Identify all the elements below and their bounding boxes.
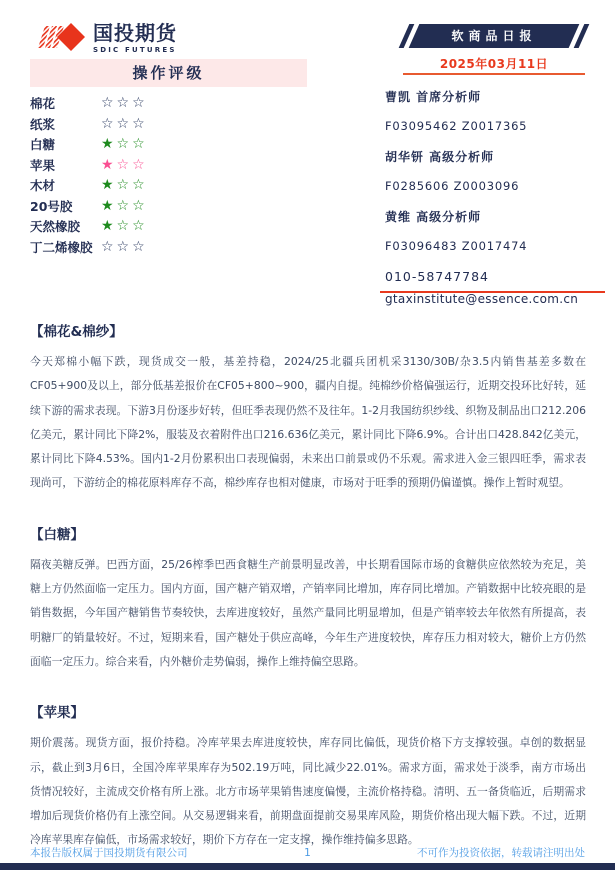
company-logo <box>30 20 177 56</box>
logo-diamond-icon <box>30 20 86 56</box>
rating-label: 棉花 <box>30 96 56 112</box>
ratings-title: 操作评级 <box>132 64 205 82</box>
rating-stars: ☆☆☆ <box>101 95 148 112</box>
section-title-apple: 【苹果】 <box>30 705 84 722</box>
contact-email[interactable]: gtaxinstitute@essence.com.cn <box>385 292 579 306</box>
rating-label: 纸浆 <box>30 116 56 132</box>
rating-row-timber <box>30 175 320 196</box>
analyst-panel <box>385 88 600 306</box>
section-text-cotton: 今天郑棉小幅下跌，现货成交一般，基差持稳，2024/25北疆兵团机采3130/30B/杂3.5内销售基差多数在CF05+900及以上，部分低基差报价在CF05+800~900，疆内自提。纯棉纱价格偏强运行，近期交投环比好转，延续下游的需求表现。下游3月份逐步好转，但旺季表现仍然不及往年。1-2月我国纺织纱线、织物及制品出口212.206亿美元，累计同比下降2%，服装及衣着附件出口216.636亿美元，累计同比下降6.9%。合计出口428.842亿美元，累计同比下降4.53%。国内1-2月份累积出口表现偏弱，未来出口前景或仍不乐观。需求进入金三银四旺季，需求表现尚可，下游纺企的棉花原料库存不高，棉纱库存也相对健康，市场对于旺季的预期仍偏谨慎。操作上暂时观望。 <box>30 355 586 490</box>
report-title: 软商品日报 <box>451 29 537 43</box>
rating-label: 丁二烯橡胶 <box>30 239 93 255</box>
analyst-name: 曹凯 首席分析师 <box>385 90 482 104</box>
logo-title: 国投期货 <box>93 20 177 45</box>
logo-subtitle: SDIC FUTURES <box>93 45 177 54</box>
rating-row-pulp <box>30 114 320 135</box>
report-date: 2025年03月11日 <box>439 57 549 71</box>
report-body <box>30 306 586 870</box>
section-title-cotton: 【棉花&棉纱】 <box>30 324 123 340</box>
analyst-panel-underline <box>380 291 605 293</box>
analyst-ids: F03095462 Z0017365 <box>385 119 528 133</box>
analyst-name: 胡华钘 高级分析师 <box>385 150 495 164</box>
rating-label: 白糖 <box>30 137 56 153</box>
analyst-name: 黄维 高级分析师 <box>385 210 482 224</box>
ratings-list <box>30 93 320 257</box>
ratings-header <box>30 59 307 87</box>
date-underline <box>403 73 585 75</box>
logo-text <box>93 20 177 54</box>
section-text-apple: 期价震荡。现货方面，报价持稳。冷库苹果去库进度较快，库存同比偏低，现货价格下方支撑较强。卓创的数据显示，截止到3月6日，全国冷库苹果库存为502.19万吨，同比减少22.01%。需求方面，需求处于淡季，南方市场出货情况较好，主流成交价格有所上涨。北方市场苹果销售速度偏慢，主流价格持稳。清明、五一备货临近，后期需求增加后现货价格仍有上涨空间。从交易逻辑来看，前期盘面提前交易果库风险，期货价格出现大幅下跌。不过，近期冷库苹果库存偏低，市场需求较好，期价下方存在一定支撑，操作维持偏多思路。 <box>30 736 586 847</box>
rating-row-sugar <box>30 134 320 155</box>
rating-stars: ★☆☆ <box>101 156 148 173</box>
report-title-banner <box>403 24 585 48</box>
rating-label: 20号胶 <box>30 198 73 214</box>
rating-stars: ☆☆☆ <box>101 115 148 132</box>
rating-label: 木材 <box>30 178 56 194</box>
rating-row-apple <box>30 155 320 176</box>
rating-row-natural-rubber <box>30 216 320 237</box>
rating-stars: ★☆☆ <box>101 177 148 194</box>
rating-label: 天然橡胶 <box>30 219 81 235</box>
section-text-sugar: 隔夜美糖反弹。巴西方面，25/26榨季巴西食糖生产前景明显改善，中长期看国际市场的食糖供应依然较为充足，美糖上方仍然面临一定压力。国内方面，国产糖产销双增，产销率同比增加，库存同比增加。产销数据中比较亮眼的是销售数据，今年国产糖销售节奏较快，去库进度较好，虽然产量同比明显增加，但是产销率较去年依然有所提高，表明糖厂的销量较好。不过，短期来看，国产糖处于供应高峰，今年生产进度较快，库存压力相对较大，糖价上方仍然面临一定压力。综合来看，内外糖价走势偏弱，操作上维持偏空思路。 <box>30 557 586 668</box>
footer-disclaimer: 不可作为投资依据，转载请注明出处 <box>417 847 585 859</box>
rating-stars: ★☆☆ <box>101 218 148 235</box>
rating-row-rubber20 <box>30 196 320 217</box>
analyst-ids: F03096483 Z0017474 <box>385 239 528 253</box>
contact-phone: 010-58747784 <box>385 269 489 284</box>
analyst-ids: F0285606 Z0003096 <box>385 179 520 193</box>
page-footer <box>30 845 585 860</box>
rating-stars: ☆☆☆ <box>101 238 148 255</box>
rating-label: 苹果 <box>30 157 56 173</box>
rating-stars: ★☆☆ <box>101 197 148 214</box>
rating-row-cotton <box>30 93 320 114</box>
footer-copyright: 本报告版权属于国投期货有限公司 <box>30 847 188 859</box>
rating-stars: ★☆☆ <box>101 136 148 153</box>
rating-row-butadiene-rubber <box>30 237 320 258</box>
bottom-navy-bar <box>0 863 615 870</box>
section-title-sugar: 【白糖】 <box>30 526 84 543</box>
page-number: 1 <box>304 846 311 859</box>
